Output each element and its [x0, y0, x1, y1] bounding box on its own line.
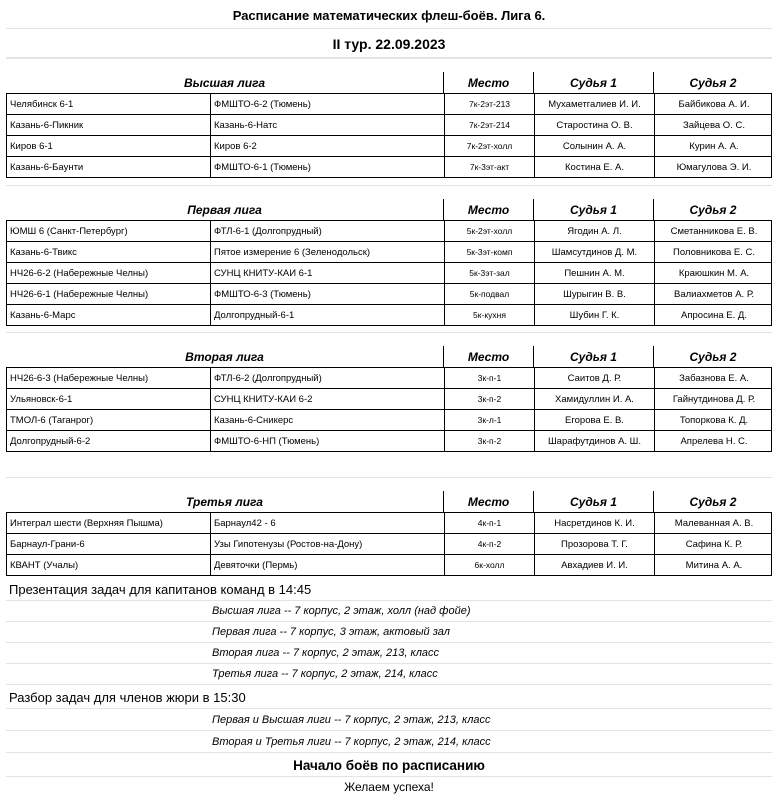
judge-2: Топоркова К. Д.: [654, 410, 773, 430]
judge-2: Митина А. А.: [654, 555, 773, 575]
schedule-sheet: [6, 3, 772, 798]
column-header-place: Место: [443, 199, 533, 220]
team-2: Киров 6-2: [210, 136, 444, 156]
league-name: Вторая лига: [185, 349, 264, 364]
league-name: Высшая лига: [183, 75, 266, 90]
team-1: ТМОЛ-6 (Таганрог): [10, 414, 94, 426]
match-place: 7к-2эт-холл: [444, 136, 534, 156]
team-1: Казань-6-Твикс: [10, 246, 77, 258]
match-place: 5к-3эт-комп: [444, 242, 534, 262]
team-2: Девяточки (Пермь): [210, 555, 444, 575]
team-2: СУНЦ КНИТУ-КАИ 6-1: [210, 263, 444, 283]
column-header-judge1: Судья 1: [533, 491, 653, 512]
column-header-place: Место: [443, 346, 533, 367]
team-2: ФМШТО-6-2 (Тюмень): [210, 94, 444, 114]
judge-2: Апросина Е. Д.: [654, 305, 773, 325]
match-place: 3к-л-1: [444, 410, 534, 430]
team-2: Пятое измерение 6 (Зеленодольск): [210, 242, 444, 262]
judge-1: Шарафутдинов А. Ш.: [534, 431, 654, 451]
column-header-judge2: Судья 2: [653, 491, 772, 512]
match-row: [6, 431, 772, 452]
league-third-header: [6, 491, 772, 513]
judge-1: Егорова Е. В.: [534, 410, 654, 430]
tour-row: [6, 31, 772, 57]
judge-2: Юмагулова Э. И.: [654, 157, 773, 177]
match-place: 7к-2эт-213: [444, 94, 534, 114]
judge-1: Авхадиев И. И.: [534, 555, 654, 575]
footer-wish-row: [6, 777, 772, 797]
presentation-line: [6, 601, 772, 622]
judge-2: Курин А. А.: [654, 136, 773, 156]
judge-1: Старостина О. В.: [534, 115, 654, 135]
team-1: ЮМШ 6 (Санкт-Петербург): [10, 225, 128, 237]
judge-1: Костина Е. А.: [534, 157, 654, 177]
team-1: Челябинск 6-1: [10, 98, 74, 110]
match-row: [6, 513, 772, 534]
judge-1: Насретдинов К. И.: [534, 513, 654, 533]
league-second-header: [6, 346, 772, 368]
league-name: Третья лига: [186, 494, 263, 509]
judge-1: Пешнин А. М.: [534, 263, 654, 283]
judge-1: Шубин Г. К.: [534, 305, 654, 325]
presentation-line: [6, 643, 772, 664]
team-2: Долгопрудный-6-1: [210, 305, 444, 325]
judge-2: Малеванная А. В.: [654, 513, 773, 533]
team-1: Долгопрудный-6-2: [10, 435, 91, 447]
judge-1: Шурыгин В. В.: [534, 284, 654, 304]
review-location: Первая и Высшая лиги -- 7 корпус, 2 этаж, 213, класс: [212, 713, 491, 726]
judge-2: Валиахметов А. Р.: [654, 284, 773, 304]
column-header-judge2: Судья 2: [653, 346, 772, 367]
column-header-judge1: Судья 1: [533, 346, 653, 367]
judge-1: Саитов Д. Р.: [534, 368, 654, 388]
judge-1: Хамидуллин И. А.: [534, 389, 654, 409]
match-place: 5к-2эт-холл: [444, 221, 534, 241]
judge-1: Ягодин А. Л.: [534, 221, 654, 241]
column-header-place: Место: [443, 491, 533, 512]
team-2: СУНЦ КНИТУ-КАИ 6-2: [210, 389, 444, 409]
match-row: [6, 534, 772, 555]
match-place: 5к-подвал: [444, 284, 534, 304]
review-title: Разбор задач для членов жюри в 15:30: [9, 690, 246, 705]
team-2: ФМШТО-6-3 (Тюмень): [210, 284, 444, 304]
judge-2: Байбикова А. И.: [654, 94, 773, 114]
presentation-location: Высшая лига -- 7 корпус, 2 этаж, холл (над фойе): [212, 605, 471, 617]
presentation-title: Презентация задач для капитанов команд в 14:45: [9, 582, 312, 597]
presentation-title-row: [6, 579, 772, 601]
spacer-line: [6, 477, 772, 478]
judge-2: Забазнова Е. А.: [654, 368, 773, 388]
team-2: ФМШТО-6-1 (Тюмень): [210, 157, 444, 177]
match-place: 3к-п-2: [444, 431, 534, 451]
team-1: НЧ26-6-1 (Набережные Челны): [10, 288, 149, 300]
judge-1: Шамсутдинов Д. М.: [534, 242, 654, 262]
presentation-location: Третья лига -- 7 корпус, 2 этаж, 214, класс: [212, 668, 438, 680]
match-row: [6, 555, 772, 576]
match-row: [6, 157, 772, 178]
match-row: [6, 284, 772, 305]
match-row: [6, 242, 772, 263]
judge-1: Прозорова Т. Г.: [534, 534, 654, 554]
team-2: Узы Гипотенузы (Ростов-на-Дону): [210, 534, 444, 554]
footer-start-row: [6, 755, 772, 777]
match-row: [6, 368, 772, 389]
column-header-judge2: Судья 2: [653, 72, 772, 93]
judge-1: Солынин А. А.: [534, 136, 654, 156]
team-1: НЧ26-6-3 (Набережные Челны): [10, 372, 149, 384]
spacer-line: [6, 185, 772, 186]
match-row: [6, 389, 772, 410]
team-1: Интеграл шести (Верхняя Пышма): [10, 517, 163, 529]
judge-2: Гайнутдинова Д. Р.: [654, 389, 773, 409]
team-1: Казань-6-Пикник: [10, 119, 84, 131]
column-header-judge1: Судья 1: [533, 72, 653, 93]
footer-start: Начало боёв по расписанию: [293, 758, 485, 773]
match-place: 5к-3эт-зал: [444, 263, 534, 283]
team-2: Казань-6-Натс: [210, 115, 444, 135]
match-place: 5к-кухня: [444, 305, 534, 325]
review-line: [6, 709, 772, 731]
match-row: [6, 410, 772, 431]
team-1: Казань-6-Баунти: [10, 161, 84, 173]
team-2: ФМШТО-6-НП (Тюмень): [210, 431, 444, 451]
team-1: КВАНТ (Учалы): [10, 559, 79, 571]
match-place: 3к-п-2: [444, 389, 534, 409]
match-row: [6, 305, 772, 326]
footer-wish: Желаем успеха!: [344, 780, 434, 794]
judge-2: Сметанникова Е. В.: [654, 221, 773, 241]
page-title: Расписание математических флеш-боёв. Лига 6.: [232, 8, 546, 23]
match-row: [6, 221, 772, 242]
judge-1: Мухаметгалиев И. И.: [534, 94, 654, 114]
team-1: Ульяновск-6-1: [10, 393, 73, 405]
presentation-location: Первая лига -- 7 корпус, 3 этаж, актовый зал: [212, 626, 450, 638]
team-2: Барнаул42 - 6: [210, 513, 444, 533]
title-row: [6, 3, 772, 29]
judge-2: Апрелева Н. С.: [654, 431, 773, 451]
tour-date: II тур. 22.09.2023: [332, 36, 446, 52]
presentation-line: [6, 664, 772, 685]
team-2: Казань-6-Сникерс: [210, 410, 444, 430]
team-1: НЧ26-6-2 (Набережные Челны): [10, 267, 149, 279]
match-row: [6, 115, 772, 136]
judge-2: Сафина К. Р.: [654, 534, 773, 554]
column-header-judge1: Судья 1: [533, 199, 653, 220]
league-top-header: [6, 72, 772, 94]
spacer-line: [6, 332, 772, 333]
column-header-judge2: Судья 2: [653, 199, 772, 220]
team-2: ФТЛ-6-2 (Долгопрудный): [210, 368, 444, 388]
match-row: [6, 94, 772, 115]
review-line: [6, 731, 772, 753]
team-2: ФТЛ-6-1 (Долгопрудный): [210, 221, 444, 241]
review-title-row: [6, 687, 772, 709]
presentation-location: Вторая лига -- 7 корпус, 2 этаж, 213, класс: [212, 647, 440, 659]
league-first-header: [6, 199, 772, 221]
match-place: 4к-п-2: [444, 534, 534, 554]
team-1: Киров 6-1: [10, 140, 53, 152]
judge-2: Половникова Е. С.: [654, 242, 773, 262]
judge-2: Краюшкин М. А.: [654, 263, 773, 283]
team-1: Казань-6-Марс: [10, 309, 76, 321]
column-header-place: Место: [443, 72, 533, 93]
league-name: Первая лига: [187, 202, 262, 217]
review-location: Вторая и Третья лиги -- 7 корпус, 2 этаж, 214, класс: [212, 735, 491, 748]
match-place: 3к-п-1: [444, 368, 534, 388]
team-1: Барнаул-Грани-6: [10, 538, 85, 550]
judge-2: Зайцева О. С.: [654, 115, 773, 135]
spacer-line: [6, 58, 772, 59]
match-row: [6, 263, 772, 284]
presentation-line: [6, 622, 772, 643]
match-place: 6к-холл: [444, 555, 534, 575]
match-row: [6, 136, 772, 157]
match-place: 7к-2эт-214: [444, 115, 534, 135]
match-place: 4к-п-1: [444, 513, 534, 533]
match-place: 7к-3эт-акт: [444, 157, 534, 177]
